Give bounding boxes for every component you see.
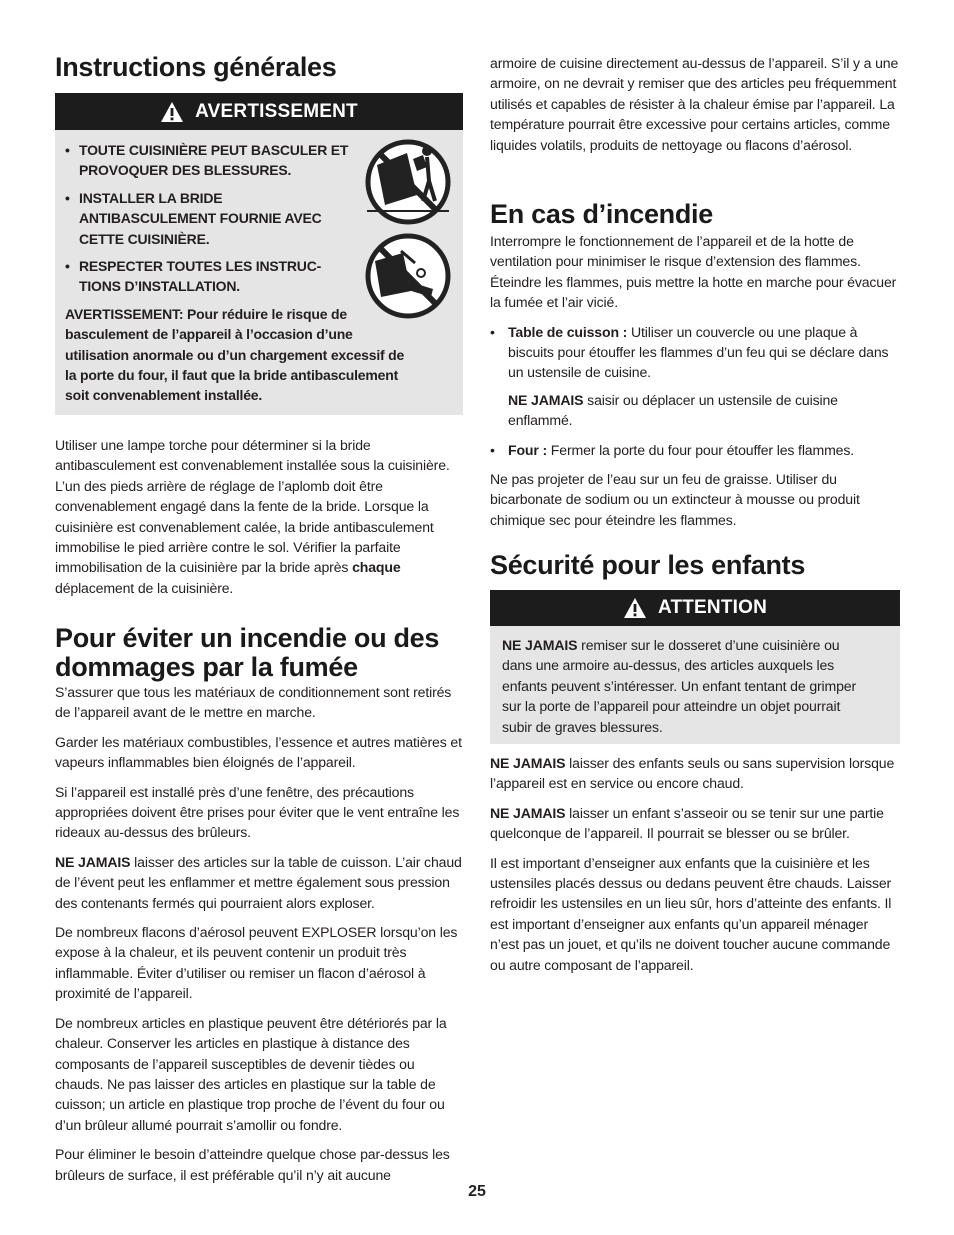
section-heading-child-safety: Sécurité pour les enfants [490, 550, 806, 580]
warning-item: • TOUTE CUISINIÈRE PEUT BASCULER ET PROVOQUER DES BLESSURES. [65, 140, 354, 181]
paragraph: S’assurer que tous les matériaux de conditionnement sont retirés de l’appareil avant de le mettre en marche. [55, 684, 452, 721]
attention-header [490, 590, 900, 626]
fire-smoke-body [55, 682, 465, 1194]
paragraph: NE JAMAIS laisser des enfants seuls ou sans supervision lorsque l’appareil est en service ou encore chaud. [490, 755, 895, 792]
attention-box [490, 590, 900, 744]
warning-header [55, 93, 463, 130]
warning-triangle-icon [623, 597, 647, 619]
attention-text: NE JAMAIS remiser sur le dosseret d’une cuisinière ou dans une armoire au-dessus, des articles auxquels les enfants peuvent s’intéresser. Un enfant tentant de grimper sur la porte de l’appareil pour atteindre un objet pourrait subir de graves blessures. [502, 637, 857, 735]
warning-item: • INSTALLER LA BRIDE ANTIBASCULEMENT FOURNIE AVEC CETTE CUISINIÈRE. [65, 188, 354, 249]
list-item: • Four : Fermer la porte du four pour étouffer les flammes. [490, 440, 900, 460]
warning-box [55, 93, 463, 415]
fire-body [490, 231, 900, 539]
fire-list [490, 322, 900, 460]
section-heading-general: Instructions générales [55, 52, 337, 82]
section-heading-fire: En cas d’incendie [490, 199, 713, 229]
warning-item: • RESPECTER TOUTES LES INSTRUC-TIONS D’INSTALLATION. [65, 256, 354, 297]
child-safety-body [490, 753, 900, 984]
range-tipping-icon [363, 137, 453, 227]
list-subnote: NE JAMAIS saisir ou déplacer un ustensile de cuisine enflammé. [508, 391, 838, 429]
paragraph: NE JAMAIS laisser des articles sur la table de cuisson. L’air chaud de l’évent peut les enflammer et mettre également sous pression des contenants fermés qui pourraient alors exploser. [55, 853, 462, 911]
attention-label: ATTENTION [657, 597, 768, 618]
paragraph: Garder les matériaux combustibles, l’essence et autres matières et vapeurs inflammables bien éloignés de l’appareil. [55, 733, 462, 771]
paragraph: Si l’appareil est installé près d’une fenêtre, des précautions appropriées doivent être prises pour éviter que le vent entraîne les rideaux au-dessus des brûleurs. [55, 783, 460, 841]
paragraph: Il est important d’enseigner aux enfants que la cuisinière et les ustensiles placés dessus ou dedans peuvent être chauds. Laisser refroidir les ustensiles en un lieu sûr, hors d’atteinte des enfants. Il est important d’enseigner aux enfants qu’un appareil ménager n’est pas un jouet, et qu’ils ne doivent toucher aucune commande ou autre composant de l’appareil. [490, 854, 892, 973]
paragraph: De nombreux articles en plastique peuvent être détériorés par la chaleur. Conserver les articles en plastique à distance des composants de l’appareil susceptibles de devenir tièdes ou chauds. Ne pas laisser des articles en plastique sur la table de cuisson; un article en plastique trop proche de l’évent du four ou d’un brûleur allumé pourrait s’amollir ou fondre. [55, 1014, 447, 1133]
list-item: • Table de cuisson : Utiliser un couvercle ou une plaque à biscuits pour étouffer les flammes d’un feu qui se déclare dans un ustensile de cuisine. NE JAMAIS saisir ou déplacer un ustensile de cuisine enflammé. [490, 322, 900, 431]
paragraph: armoire de cuisine directement au-dessus de l’appareil. S’il y a une armoire, on ne devrait y remiser que des articles peu fréquemment utilisés et capables de résister à la chaleur émise par l’appareil. La température pourrait être excessive pour certains articles, comme liquides volatils, produits de nettoyage ou flacons d’aérosol. [490, 55, 899, 153]
paragraph: Ne pas projeter de l’eau sur un feu de graisse. Utiliser du bicarbonate de sodium ou un extincteur à mousse ou produit chimique sec pour éteindre les flammes. [490, 471, 860, 528]
paragraph: NE JAMAIS laisser un enfant s’asseoir ou se tenir sur une partie quelconque de l’appareil. Il pourrait se blesser ou se brûler. [490, 804, 884, 842]
section-heading-fire-smoke: Pour éviter un incendie ou des dommages par la fumée [55, 623, 440, 682]
paragraph: De nombreux flacons d’aérosol peuvent EXPLOSER lorsqu’on les expose à la chaleur, et ils peuvent contenir un produit très inflammable. Éviter d’utiliser ou remiser un flacon d’aérosol à proximité de l’appareil. [55, 924, 458, 1002]
warning-label: AVERTISSEMENT [195, 100, 358, 122]
anti-tip-paragraph: Utiliser une lampe torche pour déterminer si la bride antibasculement est convenablement installée sous la cuisinière. L’un des pieds arrière de réglage de l’aplomb doit être convenablement engagé dans la fente de la bride. Lorsque la cuisinière est convenablement calée, la bride antibasculement immobilise le pied arrière contre le sol. Vérifier la parfaite immobilisation de la cuisinière par la bride après chaque déplacement de la cuisinière. [55, 437, 450, 596]
paragraph: Interrompre le fonctionnement de l’appareil et de la hotte de ventilation pour minimiser le risque d’extension des flammes. Éteindre les flammes, puis mettre la hotte en marche pour évacuer la fumée et l’air vicié. [490, 233, 897, 311]
warning-triangle-icon [160, 101, 184, 123]
page-number: 25 [468, 1183, 486, 1200]
paragraph: Pour éliminer le besoin d’atteindre quelque chose par-dessus les brûleurs de surface, il est préférable qu’il n’y ait aucune [55, 1146, 450, 1183]
warning-note: AVERTISSEMENT: Pour réduire le risque de basculement de l’appareil à l’occasion d’une utilisation anormale ou d’un chargement excessif de la porte du four, il faut que la bride antibasculement soit convenablement installée. [65, 305, 405, 404]
anti-tip-bracket-icon [363, 231, 453, 321]
